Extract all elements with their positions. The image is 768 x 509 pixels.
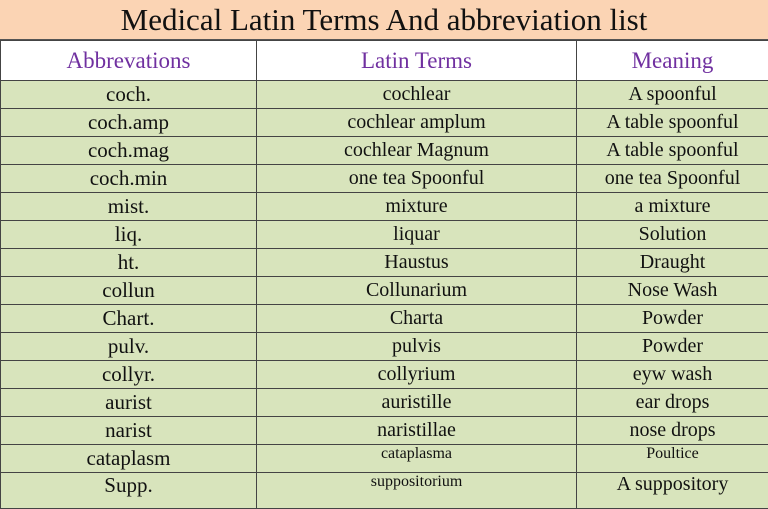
abbreviation-cell: mist. bbox=[1, 193, 257, 221]
table-row bbox=[1, 165, 768, 193]
abbreviation-cell: cataplasm bbox=[1, 445, 257, 473]
abbreviation-cell: ht. bbox=[1, 249, 257, 277]
meaning-cell: A spoonful bbox=[577, 81, 768, 109]
table-row bbox=[1, 389, 768, 417]
abbreviation-cell: collun bbox=[1, 277, 257, 305]
latin-term-cell: collyrium bbox=[257, 361, 577, 389]
abbreviation-cell: coch.mag bbox=[1, 137, 257, 165]
header-latin-terms: Latin Terms bbox=[257, 41, 577, 81]
table-row bbox=[1, 277, 768, 305]
meaning-cell: A table spoonful bbox=[577, 137, 768, 165]
latin-term-cell: Haustus bbox=[257, 249, 577, 277]
header-meaning: Meaning bbox=[577, 41, 768, 81]
latin-term-cell: mixture bbox=[257, 193, 577, 221]
abbreviation-cell: pulv. bbox=[1, 333, 257, 361]
meaning-cell: Powder bbox=[577, 333, 768, 361]
latin-term-cell: cochlear Magnum bbox=[257, 137, 577, 165]
latin-term-cell: Charta bbox=[257, 305, 577, 333]
table-row bbox=[1, 81, 768, 109]
meaning-cell: A suppository bbox=[577, 473, 768, 509]
meaning-cell: nose drops bbox=[577, 417, 768, 445]
table-row bbox=[1, 137, 768, 165]
latin-term-cell: cochlear bbox=[257, 81, 577, 109]
abbreviation-cell: Supp. bbox=[1, 473, 257, 509]
latin-term-cell: suppositorium bbox=[257, 473, 577, 509]
table-row bbox=[1, 193, 768, 221]
meaning-cell: A table spoonful bbox=[577, 109, 768, 137]
table-row bbox=[1, 109, 768, 137]
meaning-cell: a mixture bbox=[577, 193, 768, 221]
abbreviation-cell: collyr. bbox=[1, 361, 257, 389]
page-title: Medical Latin Terms And abbreviation list bbox=[0, 0, 768, 40]
latin-term-cell: auristille bbox=[257, 389, 577, 417]
abbreviation-cell: narist bbox=[1, 417, 257, 445]
latin-term-cell: cataplasma bbox=[257, 445, 577, 473]
table-row bbox=[1, 473, 768, 509]
table-row bbox=[1, 221, 768, 249]
meaning-cell: ear drops bbox=[577, 389, 768, 417]
meaning-cell: Nose Wash bbox=[577, 277, 768, 305]
meaning-cell: Powder bbox=[577, 305, 768, 333]
table-row bbox=[1, 417, 768, 445]
latin-term-cell: liquar bbox=[257, 221, 577, 249]
meaning-cell: Poultice bbox=[577, 445, 768, 473]
abbreviation-table bbox=[0, 40, 768, 509]
abbreviation-cell: coch.amp bbox=[1, 109, 257, 137]
latin-term-cell: one tea Spoonful bbox=[257, 165, 577, 193]
meaning-cell: Draught bbox=[577, 249, 768, 277]
abbreviation-cell: coch. bbox=[1, 81, 257, 109]
abbreviation-cell: aurist bbox=[1, 389, 257, 417]
table-row bbox=[1, 305, 768, 333]
table-row bbox=[1, 445, 768, 473]
latin-term-cell: pulvis bbox=[257, 333, 577, 361]
meaning-cell: Solution bbox=[577, 221, 768, 249]
table-row bbox=[1, 249, 768, 277]
latin-term-cell: naristillae bbox=[257, 417, 577, 445]
table-row bbox=[1, 361, 768, 389]
abbreviation-cell: coch.min bbox=[1, 165, 257, 193]
header-abbreviations: Abbrevations bbox=[1, 41, 257, 81]
meaning-cell: eyw wash bbox=[577, 361, 768, 389]
latin-term-cell: cochlear amplum bbox=[257, 109, 577, 137]
abbreviation-cell: liq. bbox=[1, 221, 257, 249]
abbreviation-cell: Chart. bbox=[1, 305, 257, 333]
table-header-row bbox=[1, 41, 768, 81]
latin-term-cell: Collunarium bbox=[257, 277, 577, 305]
meaning-cell: one tea Spoonful bbox=[577, 165, 768, 193]
table-row bbox=[1, 333, 768, 361]
